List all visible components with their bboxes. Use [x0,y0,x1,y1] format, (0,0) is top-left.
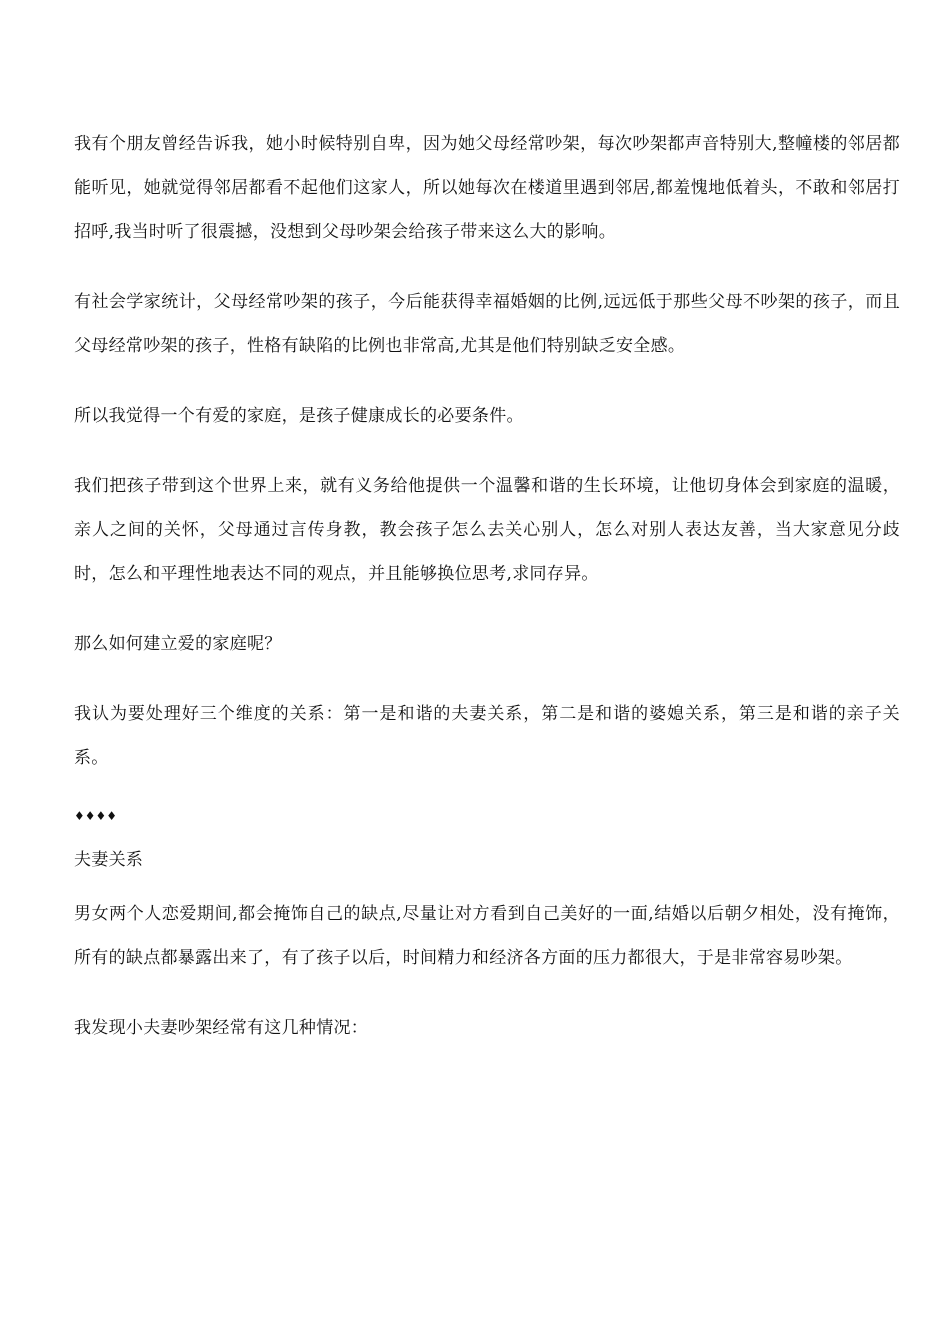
paragraph-question: 那么如何建立爱的家庭呢？ [74,634,282,654]
paragraph-loving-family: 所以我觉得一个有爱的家庭，是孩子健康成长的必要条件。 [74,406,524,426]
section-title-husband-wife: 夫妻关系 [74,850,144,870]
paragraph-sociologist-statistics: 有社会学家统计，父母经常吵架的孩子，今后能获得幸福婚姻的比例,远远低于那些父母不吵架的孩子，而且父母经常吵架的孩子，性格有缺陷的比例也非常高,尤其是他们特别缺乏安全感。 [74,292,900,356]
paragraph-couple-conflicts: 男女两个人恋爱期间,都会掩饰自己的缺点,尽量让对方看到自己美好的一面,结婚以后朝夕相处，没有掩饰，所有的缺点都暴露出来了，有了孩子以后，时间精力和经济各方面的压力都很大，于是非常容易吵架。 [74,904,900,968]
document-page [74,122,900,1076]
diamond-divider: ♦♦♦♦ [74,809,118,823]
paragraph-parent-duty: 我们把孩子带到这个世界上来，就有义务给他提供一个温馨和谐的生长环境，让他切身体会到家庭的温暖，亲人之间的关怀，父母通过言传身教，教会孩子怎么去关心别人，怎么对别人表达友善，当大家意见分歧时，怎么和平理性地表达不同的观点，并且能够换位思考,求同存异。 [74,476,900,584]
paragraph-quarrel-situations: 我发现小夫妻吵架经常有这几种情况： [74,1018,369,1038]
paragraph-three-relations: 我认为要处理好三个维度的关系：第一是和谐的夫妻关系，第二是和谐的婆媳关系，第三是和谐的亲子关系。 [74,704,900,768]
paragraph-friend-story: 我有个朋友曾经告诉我，她小时候特别自卑，因为她父母经常吵架，每次吵架都声音特别大,整幢楼的邻居都能听见，她就觉得邻居都看不起他们这家人，所以她每次在楼道里遇到邻居,都羞愧地低着头，不敢和邻居打招呼,我当时听了很震撼，没想到父母吵架会给孩子带来这么大的影响。 [74,134,900,242]
